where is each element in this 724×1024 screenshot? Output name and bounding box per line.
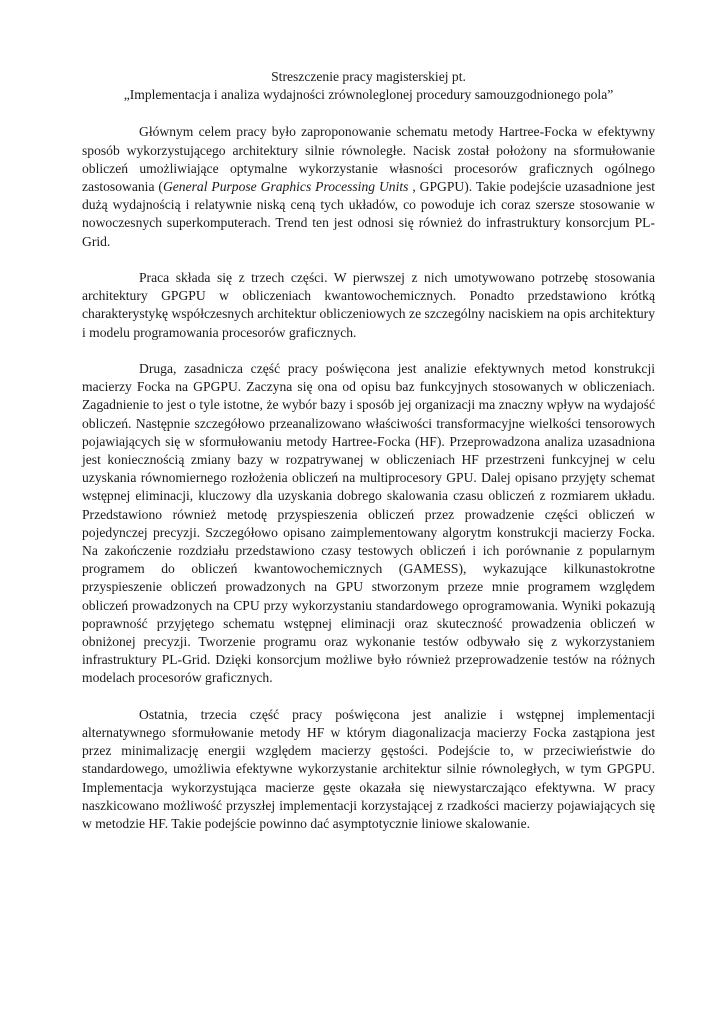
paragraph-3: Druga, zasadnicza część pracy poświęcona jest analizie efektywnych metod konstrukcji macierzy Focka na GPGPU. Zaczyna się ona od opisu baz funkcyjnych stosowanych w obliczeniach. Zagadnienie to jest o tyle istotne, że wybór bazy i sposób jej organizacji ma znaczny wpływ na wydajość obliczeń. Następnie szczegółowo przeanalizowano właściwości transformacyjne wielkości tensorowych pojawiających się w sformułowaniu metody Hartree-Focka (HF). Przeprowadzona analiza uzasadniona jest koniecznością zmiany bazy w rozpatrywanej w obliczeniach HF przestrzeni funkcyjnej w celu uzyskania równomiernego rozłożenia obliczeń na multiprocesory GPU. Dalej opisano przyjęty schemat wstępnej eliminacji, kluczowy dla uzyskania dobrego skalowania czasu obliczeń z rozmiarem układu. Przedstawiono również metodę przyspieszenia obliczeń przez prowadzenie części obliczeń w pojedynczej precyzji. Szczegółowo opisano zaimplementowany algorytm konstrukcji macierzy Focka. Na zakończenie rozdziału przedstawiono czasy testowych obliczeń i ich porównanie z popularnym programem do obliczeń kwantowochemicznych (GAMESS), wykazujące kilkunastokrotne przyspieszenie obliczeń prowadzonych na GPU stworzonym przeze mnie programem względem obliczeń prowadzonych na CPU przy wykorzystaniu standardowego oprogramowania. Wyniki pokazują poprawność przyjętego schematu wstępnej eliminacji oraz skuteczność prowadzenia obliczeń w obniżonej precyzji. Tworzenie programu oraz wykonanie testów odbywało się z wykorzystaniem infrastruktury PL-Grid. Dzięki konsorcjum możliwe było również przeprowadzenie testów na różnych modelach procesorów graficznych. [82, 361, 655, 686]
title-line-1: Streszczenie pracy magisterskiej pt. [271, 69, 466, 84]
title-spacer [82, 104, 655, 123]
paragraph-1-text-b: , GPGPU). Takie podejście uzasadnione jest dużą wydajnością i relatywnie niską ceną tych układów, co powoduje ich coraz szersze stosowanie w nowoczesnych superkomputerach. Trend ten jest odnosi się również do infrastruktury konsorcjum PL-Grid. [82, 179, 656, 249]
paragraph-1 [82, 123, 655, 250]
document-title [82, 68, 655, 104]
paragraph-4: Ostatnia, trzecia część pracy poświęcona jest analizie i wstępnej implementacji alternatywnego sformułowanie metody HF w którym diagonalizacja macierzy Focka zastąpiona jest przez minimalizację energii względem macierzy gęstości. Podejście to, w przeciwieństwie do standardowego, umożliwia efektywne wykorzystanie architektur silnie równoległych, w tym GPGPU. Implementacja wykorzystująca macierze gęste okazała się niewystarczająco efektywna. W pracy naszkicowano możliwość przyszłej implementacji korzystającej z rzadkości macierzy pojawiających się w metodzie HF. Takie podejście powinno dać asymptotycznie liniowe skalowanie. [82, 706, 655, 832]
document-page [82, 68, 655, 851]
paragraph-1-text-a: Głównym celem pracy było zaproponowanie schematu metody Hartree-Focka w efektywny sposób wykorzystującego architektury silnie równoległe. Nacisk został położony na sformułowanie obliczeń umożliwiające optymalne wykorzystanie własności procesorów graficznych ogólnego zastosowania ( [82, 124, 655, 195]
title-line-2: „Implementacja i analiza wydajności zrównoleglonej procedury samouzgodnionego pola” [123, 87, 614, 103]
paragraph-1-italic-term: General Purpose Graphics Processing Units [162, 179, 409, 195]
paragraph-2: Praca składa się z trzech części. W pierwszej z nich umotywowano potrzebę stosowania architektury GPGPU w obliczeniach kwantowochemicznych. Ponadto przedstawiono krótką charakterystykę współczesnych architektur obliczeniowych ze szczególny naciskiem na opis architektury i modelu programowania procesorów graficznych. [82, 270, 655, 340]
